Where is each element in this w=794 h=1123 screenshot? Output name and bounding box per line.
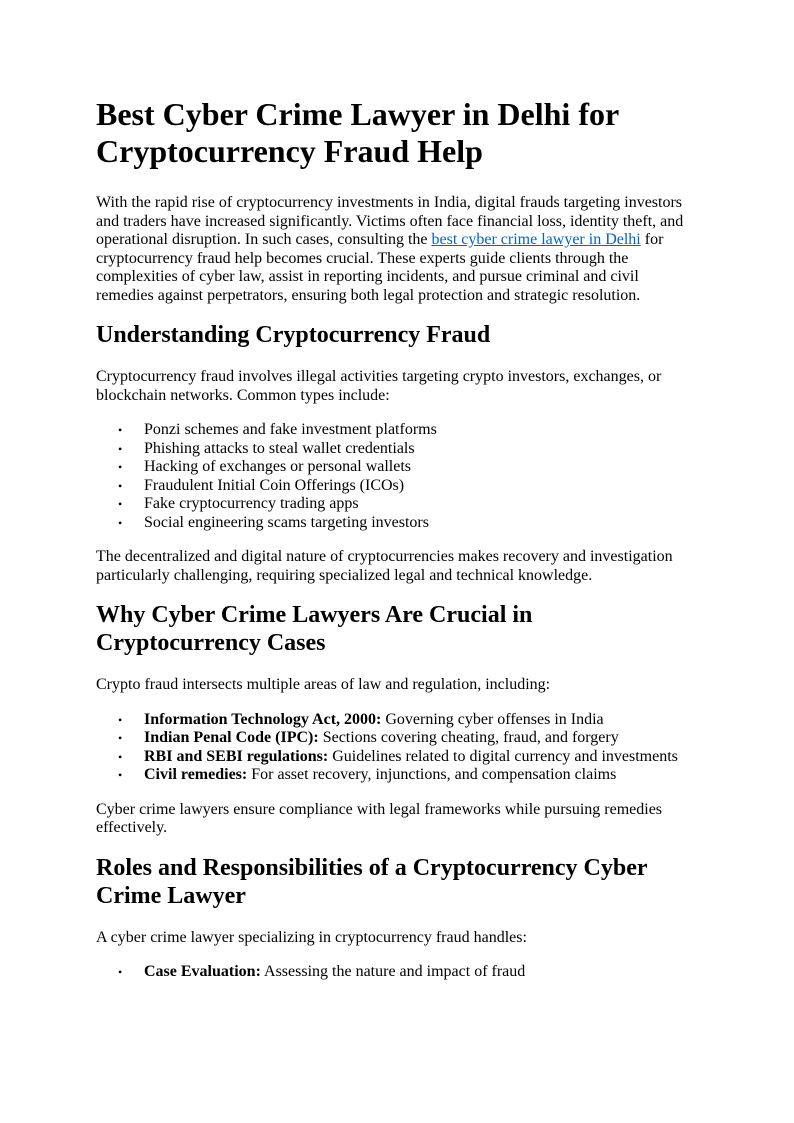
list-item-desc: Sections covering cheating, fraud, and forgery bbox=[318, 729, 619, 746]
list-item-desc: Guidelines related to digital currency and investments bbox=[328, 747, 678, 765]
why-closing: Cyber crime lawyers ensure compliance with legal frameworks while pursuing remedies effectively. bbox=[96, 800, 663, 836]
list-item-term: Information Technology Act, 2000: bbox=[144, 710, 382, 728]
section-heading-why: Why Cyber Crime Lawyers Are Crucial in Cryptocurrency Cases bbox=[96, 602, 533, 656]
intro-text-after-link: for cryptocurrency fraud help becomes crucial. These experts guide clients through the complexities of cyber law, assist in reporting incidents, and pursue criminal and civil remedies against perpetrators, ensuring both legal protection and strategic resolution. bbox=[96, 231, 664, 304]
bullet-icon: • bbox=[118, 965, 123, 979]
list-item-term: Civil remedies: bbox=[144, 766, 248, 783]
bullet-icon: • bbox=[118, 731, 123, 745]
bullet-icon: • bbox=[118, 515, 123, 530]
bullet-icon: • bbox=[118, 712, 123, 727]
understanding-closing: The decentralized and digital nature of cryptocurrencies makes recovery and investigation particularly challenging, requiring specialized legal and technical knowledge. bbox=[96, 548, 673, 584]
bullet-icon: • bbox=[118, 423, 123, 437]
section-heading-understanding: Understanding Cryptocurrency Fraud bbox=[96, 322, 491, 348]
page-title: Best Cyber Crime Lawyer in Delhi for Cryptocurrency Fraud Help bbox=[96, 96, 619, 169]
list-item-term: Indian Penal Code (IPC): bbox=[144, 729, 319, 746]
roles-intro: A cyber crime lawyer specializing in cryptocurrency fraud handles: bbox=[96, 928, 527, 946]
law-areas-list bbox=[96, 711, 698, 785]
bullet-icon: • bbox=[118, 441, 123, 456]
bullet-icon: • bbox=[118, 768, 123, 782]
bullet-icon: • bbox=[118, 460, 123, 474]
list-item: • Ponzi schemes and fake investment platforms bbox=[118, 421, 437, 438]
bullet-icon: • bbox=[118, 478, 123, 493]
fraud-types-list bbox=[96, 421, 698, 532]
list-item bbox=[96, 766, 698, 785]
list-item: • Phishing attacks to steal wallet credentials bbox=[118, 439, 415, 457]
lawyer-link[interactable]: best cyber crime lawyer in Delhi bbox=[431, 231, 641, 248]
document-page bbox=[96, 96, 698, 998]
list-item-term: RBI and SEBI regulations: bbox=[144, 747, 329, 765]
why-intro: Crypto fraud intersects multiple areas of law and regulation, including: bbox=[96, 676, 551, 693]
section-heading-roles: Roles and Responsibilities of a Cryptocurrency Cyber Crime Lawyer bbox=[96, 854, 648, 909]
roles-list bbox=[96, 963, 698, 982]
list-item: • Fraudulent Initial Coin Offerings (ICOs) bbox=[118, 476, 405, 494]
list-item bbox=[96, 711, 698, 730]
bullet-icon: • bbox=[118, 497, 123, 511]
list-item: • Hacking of exchanges or personal wallets bbox=[118, 458, 412, 475]
intro-text-before-link: With the rapid rise of cryptocurrency investments in India, digital frauds targeting investors and traders have increased significantly. Victims often face financial loss, identity theft, and operational disruption. In such cases, consulting the bbox=[96, 194, 684, 248]
intro-paragraph bbox=[96, 194, 698, 305]
list-item: • Social engineering scams targeting investors bbox=[118, 513, 429, 531]
bullet-icon: • bbox=[118, 749, 123, 764]
list-item bbox=[96, 729, 698, 748]
list-item bbox=[96, 963, 698, 982]
list-item-term: Case Evaluation: bbox=[144, 963, 261, 980]
list-item-desc: Governing cyber offenses in India bbox=[381, 710, 604, 728]
list-item-desc: For asset recovery, injunctions, and compensation claims bbox=[247, 766, 617, 783]
list-item bbox=[96, 748, 698, 767]
understanding-intro: Cryptocurrency fraud involves illegal activities targeting crypto investors, exchanges, or blockchain networks. Common types include: bbox=[96, 368, 662, 404]
list-item-desc: Assessing the nature and impact of fraud bbox=[260, 963, 526, 980]
list-item: • Fake cryptocurrency trading apps bbox=[118, 495, 359, 512]
